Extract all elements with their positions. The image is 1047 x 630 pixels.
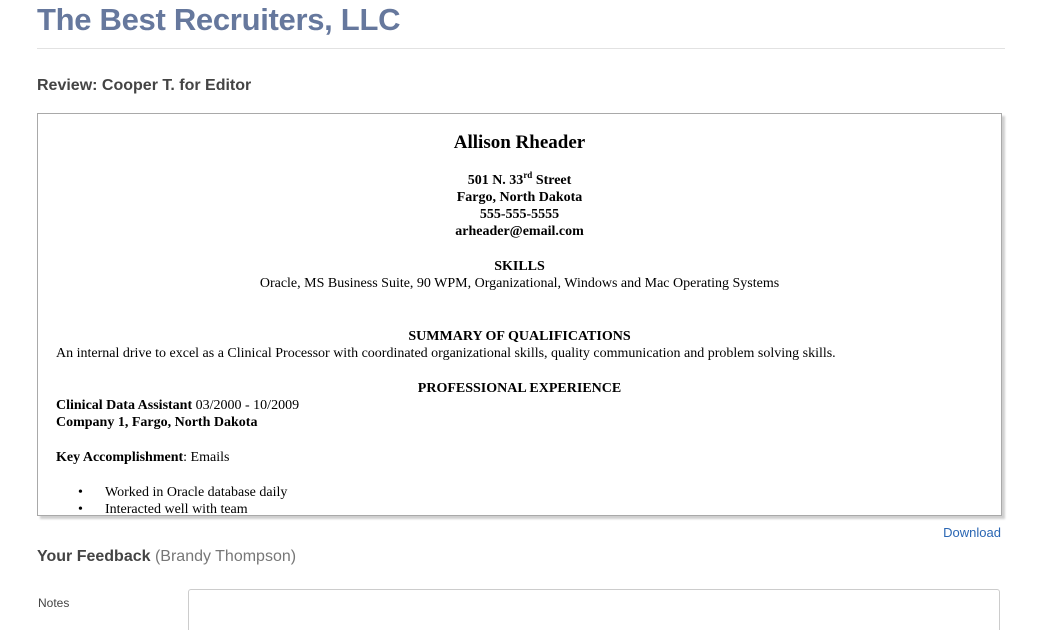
- resume-address-ordinal: rd: [523, 170, 533, 180]
- resume-document-viewer[interactable]: [37, 113, 1002, 516]
- feedback-heading: [37, 548, 296, 566]
- job-title: Clinical Data Assistant: [56, 398, 193, 413]
- feedback-title: Your Feedback: [37, 548, 151, 565]
- job-dates: 03/2000 - 10/2009: [192, 398, 300, 413]
- resume-address-street-suffix: Street: [532, 173, 572, 188]
- notes-label: Notes: [38, 596, 70, 610]
- notes-textarea[interactable]: [188, 589, 1000, 630]
- bullet-item: Worked in Oracle database daily: [105, 485, 288, 500]
- job-company: Company 1, Fargo, North Dakota: [56, 415, 258, 430]
- header-divider: [37, 48, 1005, 49]
- accomplishment-label: Key Accomplishment: [56, 450, 184, 465]
- skills-text: Oracle, MS Business Suite, 90 WPM, Organizational, Windows and Mac Operating Systems: [259, 276, 780, 291]
- bullet-item: Interacted well with team: [105, 502, 248, 515]
- bullet-marker: •: [78, 485, 83, 500]
- resume-address: [38, 170, 1001, 189]
- resume-address-street: 501 N. 33: [467, 173, 524, 188]
- review-heading: Review: Cooper T. for Editor: [37, 77, 252, 94]
- accomplishment-text: : Emails: [183, 450, 230, 465]
- resume-phone: 555-555-5555: [479, 207, 560, 222]
- accomplishment-line: [56, 450, 229, 466]
- download-link[interactable]: Download: [943, 525, 1001, 540]
- company-title: The Best Recruiters, LLC: [37, 2, 401, 37]
- resume-city: Fargo, North Dakota: [456, 190, 583, 205]
- experience-heading: PROFESSIONAL EXPERIENCE: [417, 381, 622, 396]
- skills-heading: SKILLS: [494, 259, 545, 274]
- summary-text: An internal drive to excel as a Clinical Processor with coordinated organizational skills, quality communication and problem solving skills.: [56, 346, 836, 361]
- resume-name: Allison Rheader: [453, 132, 586, 153]
- resume-email: arheader@email.com: [455, 224, 584, 239]
- job-title-line: [56, 398, 299, 414]
- summary-heading: SUMMARY OF QUALIFICATIONS: [408, 329, 631, 344]
- resume-document[interactable]: [38, 114, 1001, 515]
- bullet-marker: •: [78, 502, 83, 515]
- feedback-user: (Brandy Thompson): [150, 548, 297, 565]
